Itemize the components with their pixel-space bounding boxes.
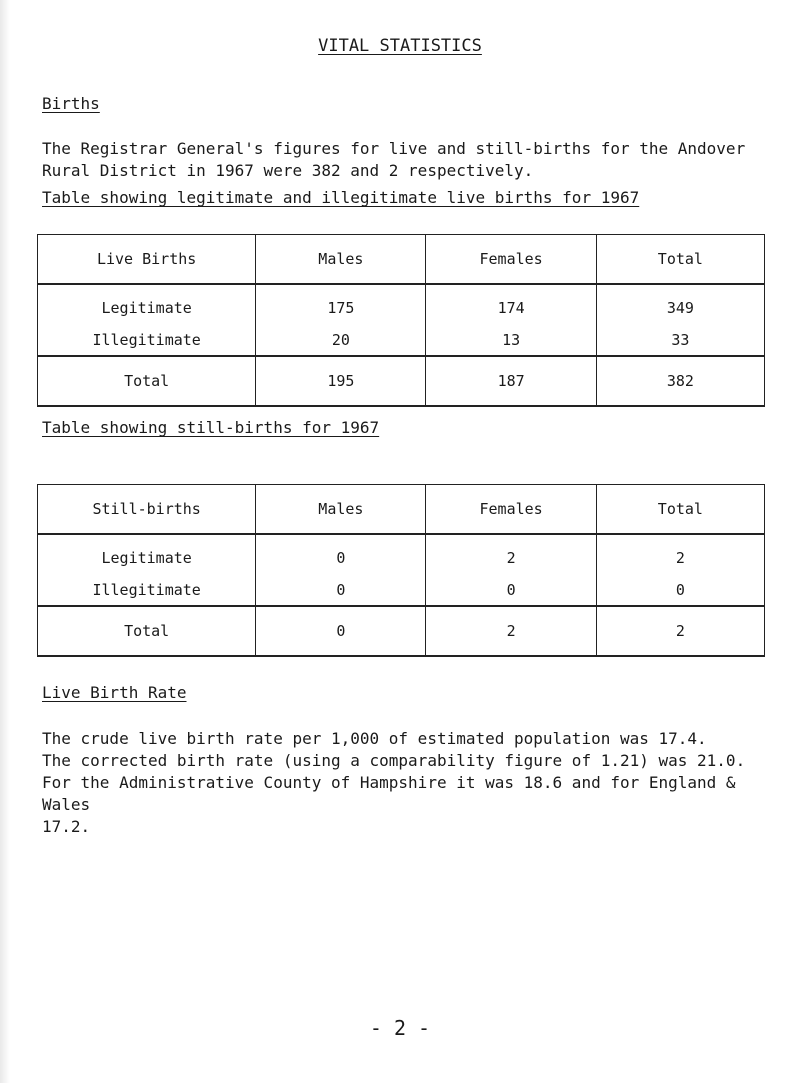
live-birth-rate-text: [42, 728, 772, 838]
header-cell: Live Births: [38, 235, 256, 285]
page-number: - 2 -: [369, 1016, 431, 1040]
still-births-caption: Table showing still-births for 1967: [42, 418, 380, 437]
row-label: Total: [38, 356, 256, 406]
females-cell: 0: [426, 575, 596, 606]
table-header-row: [38, 485, 765, 535]
header-cell: Females: [426, 485, 596, 535]
header-cell: Females: [426, 235, 596, 285]
rate-line: 17.2.: [42, 817, 91, 836]
births-intro-line: The Registrar General's figures for live and still-births for the Andover: [42, 139, 746, 158]
rate-line: For the Administrative County of Hampshire it was 18.6 and for England & Wales: [42, 773, 736, 814]
total-cell: 382: [596, 356, 764, 406]
births-intro: [42, 138, 772, 182]
males-cell: 195: [256, 356, 426, 406]
page-title: VITAL STATISTICS: [318, 36, 482, 56]
header-cell: Males: [256, 485, 426, 535]
table-header-row: [38, 235, 765, 285]
table-row: [38, 284, 765, 325]
females-cell: 2: [426, 606, 596, 656]
table-row: [38, 534, 765, 575]
table-total-row: [38, 606, 765, 656]
header-cell: Males: [256, 235, 426, 285]
row-label: Illegitimate: [38, 575, 256, 606]
total-cell: 0: [596, 575, 764, 606]
table-total-row: [38, 356, 765, 406]
females-cell: 187: [426, 356, 596, 406]
females-cell: 13: [426, 325, 596, 356]
rate-line: The crude live birth rate per 1,000 of estimated population was 17.4.: [42, 729, 707, 748]
row-label: Illegitimate: [38, 325, 256, 356]
table-row: [38, 575, 765, 606]
header-cell: Total: [596, 485, 764, 535]
births-intro-line: Rural District in 1967 were 382 and 2 respectively.: [42, 161, 534, 180]
row-label: Total: [38, 606, 256, 656]
live-birth-rate-heading: Live Birth Rate: [42, 683, 187, 702]
table-row: [38, 325, 765, 356]
row-label: Legitimate: [38, 284, 256, 325]
males-cell: 0: [256, 534, 426, 575]
live-births-table: [37, 234, 765, 407]
header-cell: Total: [596, 235, 764, 285]
males-cell: 20: [256, 325, 426, 356]
rate-line: The corrected birth rate (using a comparability figure of 1.21) was 21.0.: [42, 751, 746, 770]
still-births-table: [37, 484, 765, 657]
total-cell: 349: [596, 284, 764, 325]
total-cell: 2: [596, 534, 764, 575]
females-cell: 2: [426, 534, 596, 575]
row-label: Legitimate: [38, 534, 256, 575]
live-births-caption: Table showing legitimate and illegitimate live births for 1967: [42, 188, 640, 207]
header-cell: Still-births: [38, 485, 256, 535]
page-edge-shadow: [0, 0, 10, 1083]
males-cell: 0: [256, 575, 426, 606]
total-cell: 33: [596, 325, 764, 356]
males-cell: 175: [256, 284, 426, 325]
total-cell: 2: [596, 606, 764, 656]
males-cell: 0: [256, 606, 426, 656]
females-cell: 174: [426, 284, 596, 325]
births-heading: Births: [42, 94, 100, 113]
